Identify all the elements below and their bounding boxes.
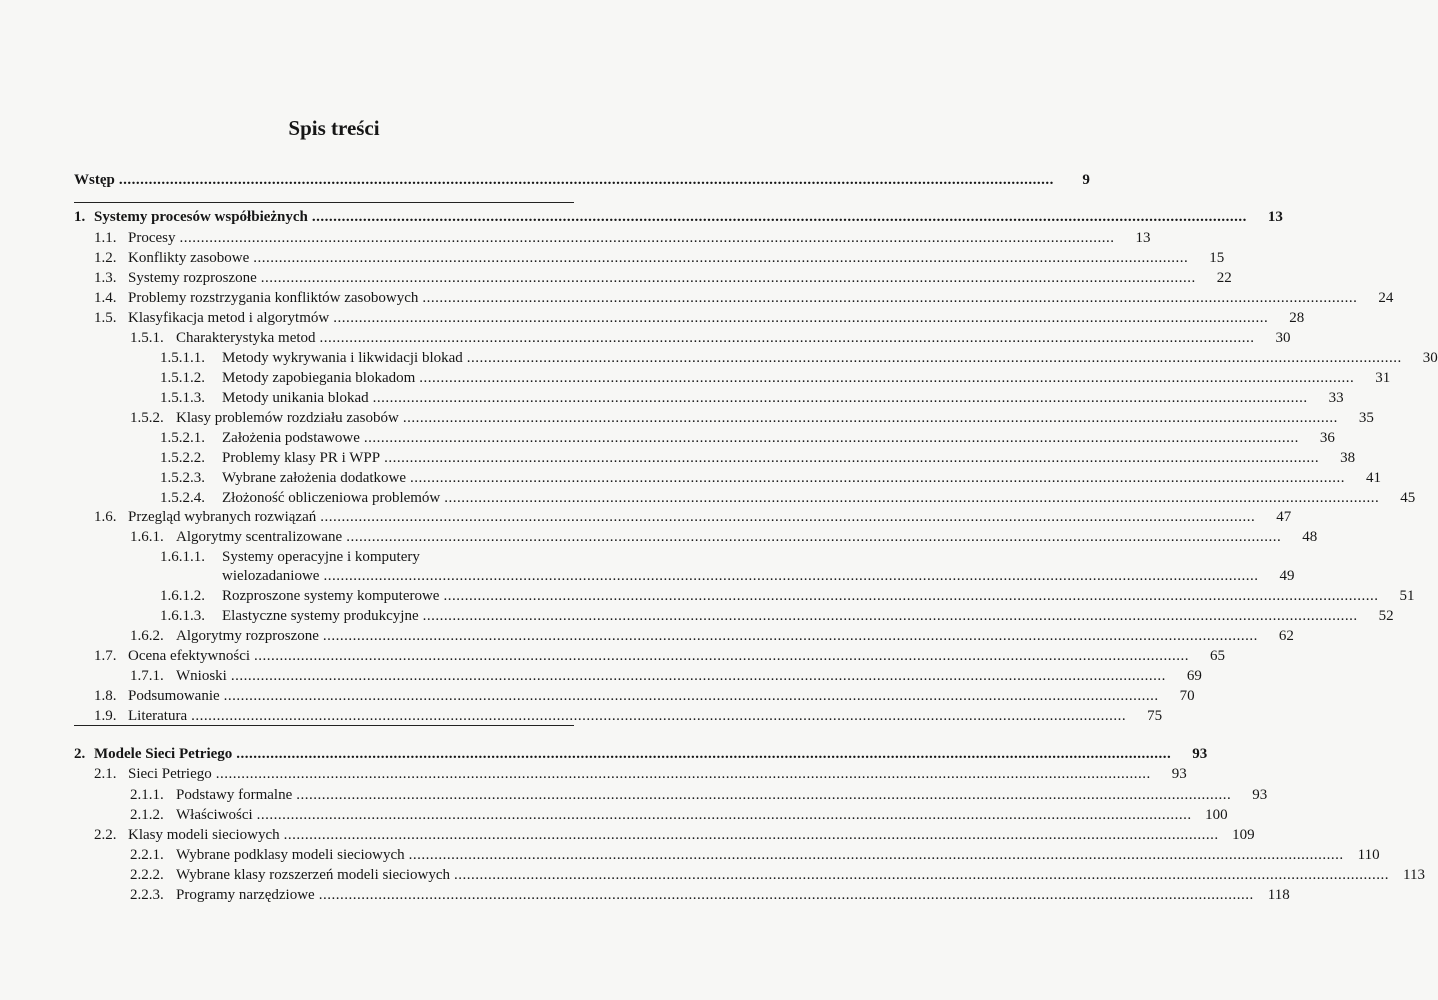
toc-entry-title: Metody unikania blokad bbox=[222, 390, 369, 406]
dot-leader: ............................................................................................................................................................................................................................ bbox=[215, 766, 1151, 782]
toc-entry-title: Systemy procesów współbieżnych bbox=[94, 209, 308, 225]
toc-entry-page: 49 bbox=[1279, 568, 1295, 584]
toc-entry bbox=[74, 368, 1391, 388]
toc-entry-number: 1.8. bbox=[94, 688, 117, 704]
toc-entry-page: 113 bbox=[1403, 867, 1425, 883]
toc-entry bbox=[74, 348, 1438, 368]
toc-entry-page: 33 bbox=[1328, 390, 1344, 406]
toc-entry-number: 2.1.2. bbox=[130, 807, 164, 823]
toc-entry-title: Klasy problemów rozdziału zasobów bbox=[176, 410, 399, 426]
toc-entry-page: 109 bbox=[1232, 827, 1255, 843]
toc-entry-title: Ocena efektywności bbox=[128, 648, 251, 664]
toc-entry-title: Przegląd wybranych rozwiązań bbox=[128, 509, 317, 525]
toc-entry bbox=[74, 666, 1202, 686]
toc-entry-page: 47 bbox=[1276, 509, 1292, 525]
toc-entry-number: 1.6. bbox=[94, 509, 117, 525]
toc-entry-title: Problemy klasy PR i WPP bbox=[222, 450, 381, 466]
toc-entry bbox=[74, 428, 1335, 448]
dot-leader: ............................................................................................................................................................................................................................ bbox=[254, 648, 1190, 664]
toc-entry-title: Wybrane założenia dodatkowe bbox=[222, 470, 407, 486]
toc-entry-title: Charakterystyka metod bbox=[176, 330, 316, 346]
toc-entry-page: 69 bbox=[1186, 668, 1202, 684]
toc-entry-page: 36 bbox=[1319, 430, 1335, 446]
toc-entry-number: 1.5.2.4. bbox=[160, 490, 205, 506]
toc-entry-page: 30 bbox=[1422, 350, 1438, 366]
toc-entry-number: 1. bbox=[74, 209, 86, 225]
dot-leader: ............................................................................................................................................................................................................................ bbox=[118, 172, 1054, 188]
dot-leader: ............................................................................................................................................................................................................................ bbox=[253, 250, 1189, 266]
toc-entry-number: 1.5.1.3. bbox=[160, 390, 205, 406]
toc-entry-title: Metody wykrywania i likwidacji blokad bbox=[222, 350, 463, 366]
toc-entry-page: 70 bbox=[1179, 688, 1195, 704]
dot-leader: ............................................................................................................................................................................................................................ bbox=[318, 887, 1254, 903]
toc-entry-title: Algorytmy scentralizowane bbox=[176, 529, 343, 545]
dot-leader: ............................................................................................................................................................................................................................ bbox=[296, 787, 1232, 803]
toc-entry-title: Wybrane podklasy modeli sieciowych bbox=[176, 847, 405, 863]
dot-leader: ............................................................................................................................................................................................................................ bbox=[444, 490, 1380, 506]
toc-entry bbox=[74, 706, 1163, 726]
toc-entry-page: 52 bbox=[1378, 608, 1394, 624]
toc-entry-number: 2.1.1. bbox=[130, 787, 164, 803]
toc-entry bbox=[74, 207, 1283, 227]
toc-entry-page: 93 bbox=[1252, 787, 1268, 803]
toc-entry-title: Metody zapobiegania blokadom bbox=[222, 370, 416, 386]
toc-entry bbox=[74, 785, 1268, 805]
toc-entry-number: 1.1. bbox=[94, 230, 117, 246]
toc-entry-number: 1.5.2.1. bbox=[160, 430, 205, 446]
toc-entry bbox=[74, 825, 1255, 845]
toc-entry-number: 1.3. bbox=[94, 270, 117, 286]
toc-entry-title: Systemy rozproszone bbox=[128, 270, 257, 286]
toc-entry-page: 118 bbox=[1267, 887, 1290, 903]
toc-entry-title: Złożoność obliczeniowa problemów bbox=[222, 490, 441, 506]
toc-entry bbox=[74, 865, 1425, 885]
toc-entry bbox=[74, 468, 1382, 488]
toc-entry bbox=[74, 686, 1195, 706]
dot-leader: ............................................................................................................................................................................................................................ bbox=[466, 350, 1402, 366]
toc-entry-number: 2.2.1. bbox=[130, 847, 164, 863]
toc-entry bbox=[74, 170, 1090, 190]
toc-entry-number: 1.7. bbox=[94, 648, 117, 664]
toc-entry bbox=[74, 288, 1394, 308]
toc-entry-title: Wybrane klasy rozszerzeń modeli sieciowych bbox=[176, 867, 450, 883]
dot-leader: ............................................................................................................................................................................................................................ bbox=[323, 568, 1259, 584]
toc-entry-number: 1.4. bbox=[94, 290, 117, 306]
dot-leader: ............................................................................................................................................................................................................................ bbox=[322, 628, 1258, 644]
page-title: Spis treści bbox=[288, 116, 380, 140]
toc-entry bbox=[74, 805, 1228, 825]
toc-entry-title: Procesy bbox=[128, 230, 176, 246]
toc-entry-page: 110 bbox=[1357, 847, 1380, 863]
toc-entry-page: 35 bbox=[1358, 410, 1374, 426]
dot-leader: ............................................................................................................................................................................................................................ bbox=[443, 588, 1379, 604]
toc-entry-title: Założenia podstawowe bbox=[222, 430, 360, 446]
toc-entry-number: 1.2. bbox=[94, 250, 117, 266]
toc-entry bbox=[74, 764, 1187, 784]
dot-leader: ............................................................................................................................................................................................................................ bbox=[260, 270, 1196, 286]
dot-leader: ............................................................................................................................................................................................................................ bbox=[319, 330, 1255, 346]
toc-entry-title: Modele Sieci Petriego bbox=[94, 746, 233, 762]
toc-entry-number: 1.5.2.3. bbox=[160, 470, 205, 486]
toc-entry-page: 9 bbox=[1082, 172, 1090, 188]
dot-leader: ............................................................................................................................................................................................................................ bbox=[372, 390, 1308, 406]
toc-entry-title: Rozproszone systemy komputerowe bbox=[222, 588, 440, 604]
toc-entry-number: 2.2.3. bbox=[130, 887, 164, 903]
toc-entry bbox=[74, 885, 1290, 905]
toc-entry-number: 1.5. bbox=[94, 310, 117, 326]
toc-entry-page: 51 bbox=[1399, 588, 1415, 604]
toc-entry bbox=[74, 744, 1208, 764]
toc-entry-number: 2.2. bbox=[94, 827, 117, 843]
dot-leader: ............................................................................................................................................................................................................................ bbox=[333, 310, 1269, 326]
toc-entry-title: Problemy rozstrzygania konfliktów zasobowych bbox=[128, 290, 419, 306]
toc-entry bbox=[74, 388, 1344, 408]
dot-leader: ............................................................................................................................................................................................................................ bbox=[453, 867, 1389, 883]
dot-leader: ............................................................................................................................................................................................................................ bbox=[223, 688, 1159, 704]
toc-entry-title: Sieci Petriego bbox=[128, 766, 212, 782]
toc-entry-number: 2. bbox=[74, 746, 86, 762]
toc-entry-page: 41 bbox=[1366, 470, 1382, 486]
toc-entry-page: 65 bbox=[1210, 648, 1226, 664]
dot-leader: ............................................................................................................................................................................................................................ bbox=[419, 370, 1355, 386]
toc-entry bbox=[74, 626, 1294, 646]
toc-entry bbox=[74, 328, 1291, 348]
dot-leader: ............................................................................................................................................................................................................................ bbox=[311, 209, 1247, 225]
dot-leader: ............................................................................................................................................................................................................................ bbox=[283, 827, 1219, 843]
toc-entry bbox=[74, 566, 1295, 586]
toc-entry-page: 45 bbox=[1400, 490, 1416, 506]
dot-leader: ............................................................................................................................................................................................................................ bbox=[320, 509, 1256, 525]
toc-entry-title: Elastyczne systemy produkcyjne bbox=[222, 608, 419, 624]
toc-entry-number: 1.5.2.2. bbox=[160, 450, 205, 466]
dot-leader: ............................................................................................................................................................................................................................ bbox=[384, 450, 1320, 466]
toc-entry bbox=[74, 308, 1305, 328]
toc-entry bbox=[74, 646, 1226, 666]
dot-leader: ............................................................................................................................................................................................................................ bbox=[256, 807, 1192, 823]
dot-leader: ............................................................................................................................................................................................................................ bbox=[408, 847, 1344, 863]
toc-entry bbox=[74, 448, 1356, 468]
dot-leader: ............................................................................................................................................................................................................................ bbox=[191, 708, 1127, 724]
section-divider bbox=[74, 202, 574, 203]
toc-entry-page: 31 bbox=[1375, 370, 1391, 386]
toc-entry bbox=[74, 507, 1292, 527]
toc-entry-page: 100 bbox=[1205, 807, 1228, 823]
toc-entry-title: Literatura bbox=[128, 708, 188, 724]
dot-leader: ............................................................................................................................................................................................................................ bbox=[230, 668, 1166, 684]
toc-entry bbox=[74, 845, 1380, 865]
toc-entry-title: Wnioski bbox=[176, 668, 227, 684]
toc-entry-title: Właściwości bbox=[176, 807, 253, 823]
toc-entry-title: Klasyfikacja metod i algorytmów bbox=[128, 310, 330, 326]
toc-entry bbox=[74, 488, 1416, 508]
toc-entry-title: Wstęp bbox=[74, 172, 115, 188]
toc-entry-number: 1.7.1. bbox=[130, 668, 164, 684]
toc-entry bbox=[74, 586, 1415, 606]
toc-entry-title: Programy narzędziowe bbox=[176, 887, 315, 903]
toc-entry-number: 1.6.1.1. bbox=[160, 549, 205, 565]
toc-entry-number: 1.6.2. bbox=[130, 628, 164, 644]
toc-entry-page: 93 bbox=[1192, 746, 1208, 762]
toc-entry bbox=[74, 228, 1151, 248]
toc-entry-page: 28 bbox=[1289, 310, 1305, 326]
dot-leader: ............................................................................................................................................................................................................................ bbox=[179, 230, 1115, 246]
toc-entry bbox=[74, 527, 1318, 547]
toc-entry-number: 1.6.1.3. bbox=[160, 608, 205, 624]
toc-entry-number: 1.5.1.1. bbox=[160, 350, 205, 366]
toc-entry-title: wielozadaniowe bbox=[222, 568, 320, 584]
toc-entry-page: 22 bbox=[1216, 270, 1232, 286]
toc-entry-page: 75 bbox=[1147, 708, 1163, 724]
toc-entry-page: 93 bbox=[1171, 766, 1187, 782]
toc-entry-title: Algorytmy rozproszone bbox=[176, 628, 319, 644]
toc-entry-page: 62 bbox=[1278, 628, 1294, 644]
toc-entry-page: 13 bbox=[1267, 209, 1283, 225]
toc-entry-page: 15 bbox=[1209, 250, 1225, 266]
toc-entry-number: 1.5.1. bbox=[130, 330, 164, 346]
dot-leader: ............................................................................................................................................................................................................................ bbox=[422, 290, 1358, 306]
toc-entry-page: 48 bbox=[1302, 529, 1318, 545]
toc-entry-number: 1.9. bbox=[94, 708, 117, 724]
toc-entry-page: 38 bbox=[1340, 450, 1356, 466]
toc-entry-number: 1.5.2. bbox=[130, 410, 164, 426]
toc-entry-number: 1.6.1. bbox=[130, 529, 164, 545]
dot-leader: ............................................................................................................................................................................................................................ bbox=[402, 410, 1338, 426]
dot-leader: ............................................................................................................................................................................................................................ bbox=[422, 608, 1358, 624]
toc-entry-number: 2.2.2. bbox=[130, 867, 164, 883]
toc-entry-page: 30 bbox=[1275, 330, 1291, 346]
toc-entry-number: 1.6.1.2. bbox=[160, 588, 205, 604]
dot-leader: ............................................................................................................................................................................................................................ bbox=[410, 470, 1346, 486]
toc-entry bbox=[74, 248, 1225, 268]
toc-entry bbox=[74, 268, 1232, 288]
dot-leader: ............................................................................................................................................................................................................................ bbox=[346, 529, 1282, 545]
toc-entry bbox=[74, 408, 1374, 428]
toc-entry-page: 24 bbox=[1378, 290, 1394, 306]
toc-entry-title: Podsumowanie bbox=[128, 688, 220, 704]
toc-entry-title: Konflikty zasobowe bbox=[128, 250, 250, 266]
dot-leader: ............................................................................................................................................................................................................................ bbox=[236, 746, 1172, 762]
toc-entry-number: 1.5.1.2. bbox=[160, 370, 205, 386]
dot-leader: ............................................................................................................................................................................................................................ bbox=[363, 430, 1299, 446]
toc-entry-title: Klasy modeli sieciowych bbox=[128, 827, 280, 843]
toc-entry-title: Podstawy formalne bbox=[176, 787, 293, 803]
toc-entry bbox=[74, 547, 574, 567]
toc-entry-title: Systemy operacyjne i komputery bbox=[222, 549, 420, 565]
toc-entry-page: 13 bbox=[1135, 230, 1151, 246]
toc-entry bbox=[74, 606, 1394, 626]
toc-entry-number: 2.1. bbox=[94, 766, 117, 782]
